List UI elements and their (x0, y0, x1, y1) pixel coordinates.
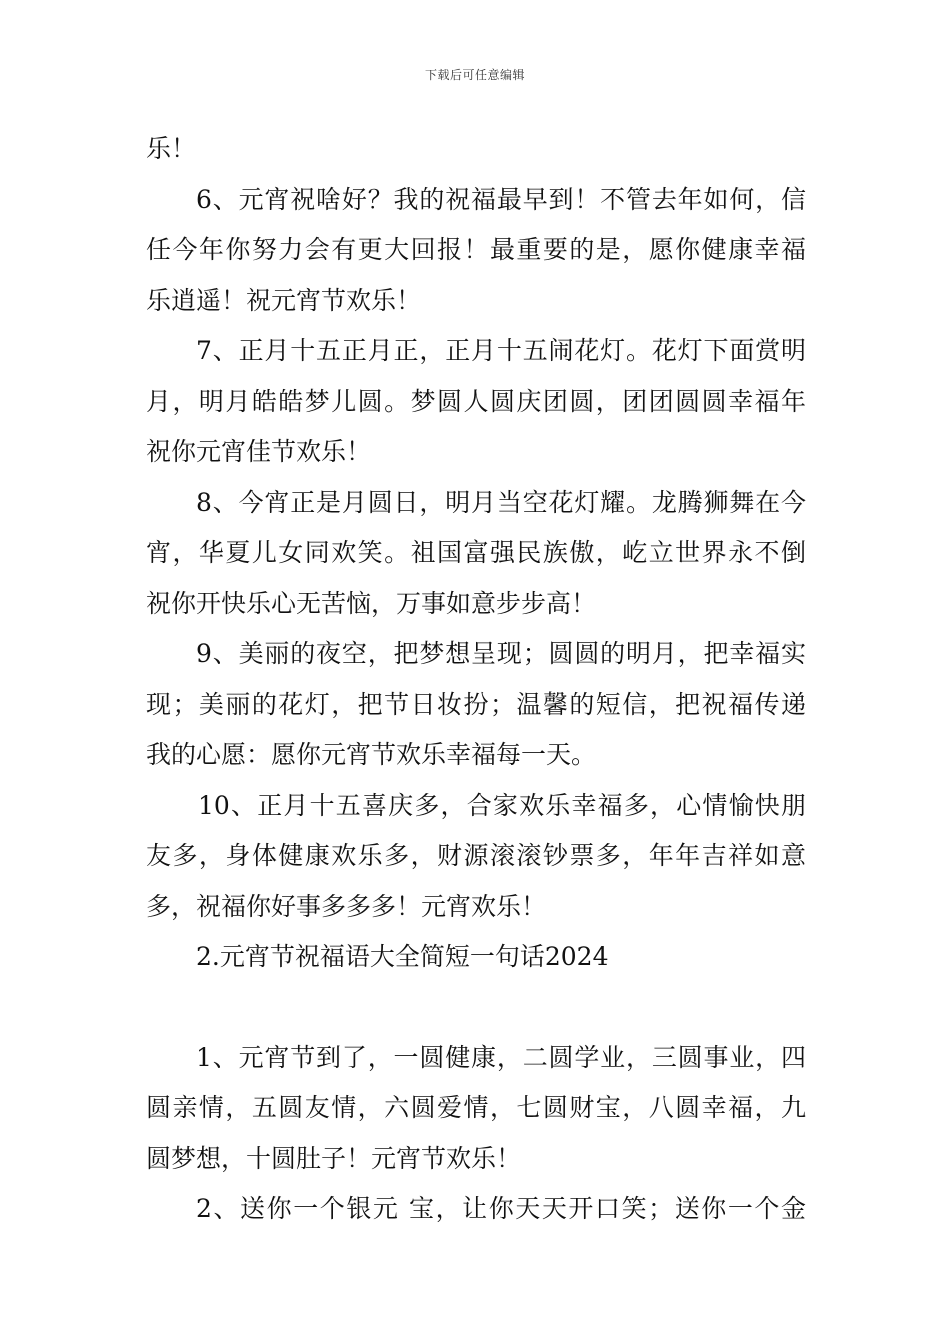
text-line: 圆亲情，五圆友情，六圆爱情，七圆财宝，八圆幸福，九 (146, 1093, 806, 1122)
text-line: 友多，身体健康欢乐多，财源滚滚钞票多，年年吉祥如意 (146, 841, 806, 870)
paragraph-8 (146, 478, 806, 630)
text-line: 9、美丽的夜空，把梦想呈现；圆圆的明月，把幸福实 (196, 639, 806, 668)
text-line: 祝你元宵佳节欢乐！ (146, 437, 372, 466)
text-line: 10、正月十五喜庆多，合家欢乐幸福多，心情愉快朋 (198, 790, 806, 820)
paragraph-7 (146, 326, 806, 478)
paragraph-5-end (146, 124, 806, 175)
text-line: 2、送你一个银元 宝，让你天天开口笑；送你一个金 (196, 1194, 806, 1223)
blank-space (146, 983, 806, 1033)
section-2-paragraph-1 (146, 1033, 806, 1185)
text-line: 我的心愿：愿你元宵节欢乐幸福每一天。 (146, 740, 597, 769)
paragraph-9 (146, 629, 806, 781)
text-line: 祝你开快乐心无苦恼，万事如意步步高！ (146, 588, 597, 618)
text-line: 7、正月十五正月正，正月十五闹花灯。花灯下面赏明 (196, 336, 806, 365)
text-line: 乐！ (146, 134, 197, 163)
text-line: 任今年你努力会有更大回报！最重要的是，愿你健康幸福 (146, 235, 806, 264)
text-line: 圆梦想，十圆肚子！元宵节欢乐！ (146, 1143, 522, 1173)
text-line: 8、今宵正是月圆日，明月当空花灯耀。龙腾狮舞在今 (196, 487, 806, 517)
section-heading (146, 932, 806, 983)
document-body (146, 124, 806, 1235)
text-line: 多，祝福你好事多多多！元宵欢乐！ (146, 891, 547, 921)
page-header: 下载后可任意编辑 (424, 68, 525, 82)
text-line: 6、元宵祝啥好？我的祝福最早到！不管去年如何，信 (196, 184, 806, 214)
text-line: 乐逍遥！祝元宵节欢乐！ (146, 285, 422, 315)
text-line: 1、元宵节到了，一圆健康，二圆学业，三圆事业，四 (196, 1042, 806, 1072)
text-line: 宵，华夏儿女同欢笑。祖国富强民族傲，屹立世界永不倒 (146, 538, 806, 567)
text-line: 现；美丽的花灯，把节日妆扮；温馨的短信，把祝福传递 (146, 689, 806, 719)
section-2-paragraph-2 (146, 1184, 806, 1235)
section-heading-text: 2.元宵节祝福语大全简短一句话2024 (196, 942, 609, 971)
text-line: 月，明月皓皓梦儿圆。梦圆人圆庆团圆，团团圆圆幸福年 (146, 386, 806, 416)
paragraph-6 (146, 175, 806, 327)
paragraph-10 (146, 781, 806, 933)
